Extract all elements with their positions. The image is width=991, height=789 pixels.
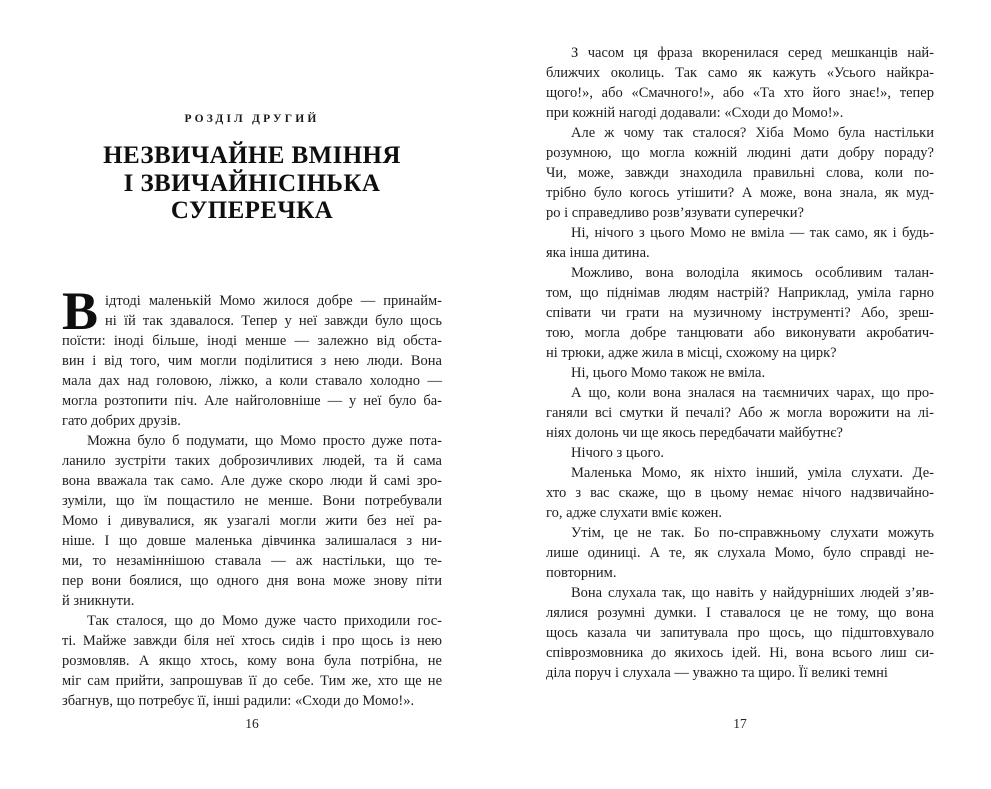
text-line: Можливо, вона володіла якимось особливим талан- [571,265,934,281]
text-line: зуміли, що їм пощастило не менше. Вони потребували [62,492,442,509]
text-line: розмовляв. А якщо хтось, кому вона була потрібна, не [62,652,442,669]
text-line: Момо і дивувалися, як узагалі могли жити без неї ра- [62,512,442,529]
text-line: Ні, нічого з цього Момо не вміла — так само, як і будь- [571,225,934,241]
text-line: Маленька Момо, як ніхто інший, уміла слухати. Де- [571,465,934,481]
text-line: щось казала чи запитувала про щось, що підштовхувало [546,625,934,641]
text-line: ті. Майже завжди біля неї хтось сидів і про щось із нею [62,632,442,649]
text-line: ідтоді маленькій Момо жилося добре — принайм- [105,292,442,309]
page-number-left: 16 [245,716,259,731]
text-line: А що, коли вона зналася на таємничих чарах, що про- [571,385,934,401]
chapter-title-line1: НЕЗВИЧАЙНЕ ВМІННЯ [103,142,401,169]
paragraph [546,583,934,683]
text-line: міг сам прийти, запрошував її до себе. Тим же, хто ще не [62,672,442,689]
paragraph [546,43,934,123]
text-line: Вона слухала так, що навіть у найдурніших людей з’яв- [571,585,934,601]
text-line: ро і справедливо розв’язувати суперечки? [546,205,804,221]
text-line: Можна було б подумати, що Момо просто дуже пота- [87,432,442,449]
text-line: повторним. [546,565,617,581]
text-line: й зникнути. [62,592,135,609]
chapter-kicker: РОЗДІЛ ДРУГИЙ [184,113,320,125]
text-line: розумною, що могла кожній людині дати добру пораду? [546,145,934,161]
text-line: щого!», або «Смачного!», або «Та хто його знає!», тепер [546,85,934,101]
text-line: могла розтопити піч. Але найголовніше — у неї було ба- [62,392,442,409]
page-number-right: 17 [733,716,747,731]
right-page-text [546,43,934,683]
paragraph [546,383,934,443]
text-line: Утім, це не так. Бо по-справжньому слухати можуть [571,525,934,541]
text-line: лише одиниці. А те, як слухала Момо, було справді не- [546,545,934,561]
paragraph [546,223,934,263]
paragraph [546,263,934,363]
text-line: ми, то незаміннішою ставала — аж настільки, що те- [62,552,442,569]
text-line: ганяли всі смутки й печалі? Або ж могла ворожити на лі- [546,405,934,421]
paragraph [546,363,934,383]
text-line: гато добрих друзів. [62,412,181,429]
text-line: співати чи грати на музичному інструменті? Або, зреш- [546,305,934,321]
text-line: при кожній нагоді додавали: «Сходи до Момо!». [546,105,844,121]
text-line: діла поруч і слухала — уважно та щиро. Її великі темні [546,665,888,681]
text-line: ніше. І що довше маленька дівчинка залишалася з ни- [62,532,442,549]
text-line: пер вони боялися, що одного дня вона може знову піти [62,572,442,589]
text-line: Ні, цього Момо також не вміла. [571,365,766,381]
text-line: поїсти: іноді більше, іноді менше — залежно від обста- [62,332,442,349]
text-line: Так сталося, що до Момо дуже часто приходили гос- [87,612,442,629]
page-left [62,0,442,789]
page-right [546,0,934,789]
text-line: лялися розумні думки. І ставалося це не тому, що вона [546,605,934,621]
drop-cap: В [62,280,99,341]
text-line: ні трюки, адже жила в місці, схожому на цирк? [546,345,837,361]
text-line: мала дах над головою, ліжко, а коли ставало холодно — [62,372,442,389]
text-line: вона вважала так само. Але дуже скоро люди й самі зро- [62,472,442,489]
text-line: Але ж чому так сталося? Хіба Момо була настільки [571,125,934,141]
left-page-text [62,280,442,711]
chapter-title-line2: І ЗВИЧАЙНІСІНЬКА СУПЕРЕЧКА [123,169,381,224]
text-line: співрозмовника до якихось ідей. Ні, вона всього лиш си- [546,645,934,661]
text-line: яка інша дитина. [546,245,650,261]
paragraph [62,280,442,431]
paragraph [546,123,934,223]
text-line: ближчих околиць. Так само як кажуть «Усього найкра- [546,65,934,81]
text-line: том, що піднімав людям настрій? Наприклад, уміла гарно [546,285,934,301]
text-line: ні їй так здавалося. Тепер у неї завжди було щось [105,312,442,329]
text-line: го, адже слухати вміє кожен. [546,505,723,521]
text-line: трібно було когось утішити? А може, вона знала, як муд- [546,185,934,201]
text-line: хто з вас скаже, що в цьому немає нічого надзвичайно- [546,485,934,501]
paragraph [546,443,934,463]
text-line: вин і від того, чим могли поділитися з нею люди. Вона [62,352,442,369]
text-line: тою, могла добре танцювати або виконувати акробатич- [546,325,934,341]
paragraph [62,431,442,611]
text-line: збагнув, що потребує її, інші радили: «Сходи до Момо!». [62,692,415,709]
text-line: ланило зустріти таких доброзичливих людей, та й сама [62,452,442,469]
text-line: ніях долонь чи ще якось передбачати майбутнє? [546,425,843,441]
text-line: Нічого з цього. [571,445,664,461]
paragraph [62,611,442,711]
chapter-title [62,142,442,225]
paragraph [546,523,934,583]
paragraph [546,463,934,523]
text-line: Чи, може, завжди знаходила правильні слова, коли по- [546,165,934,181]
text-line: З часом ця фраза вкоренилася серед мешканців най- [571,45,934,61]
